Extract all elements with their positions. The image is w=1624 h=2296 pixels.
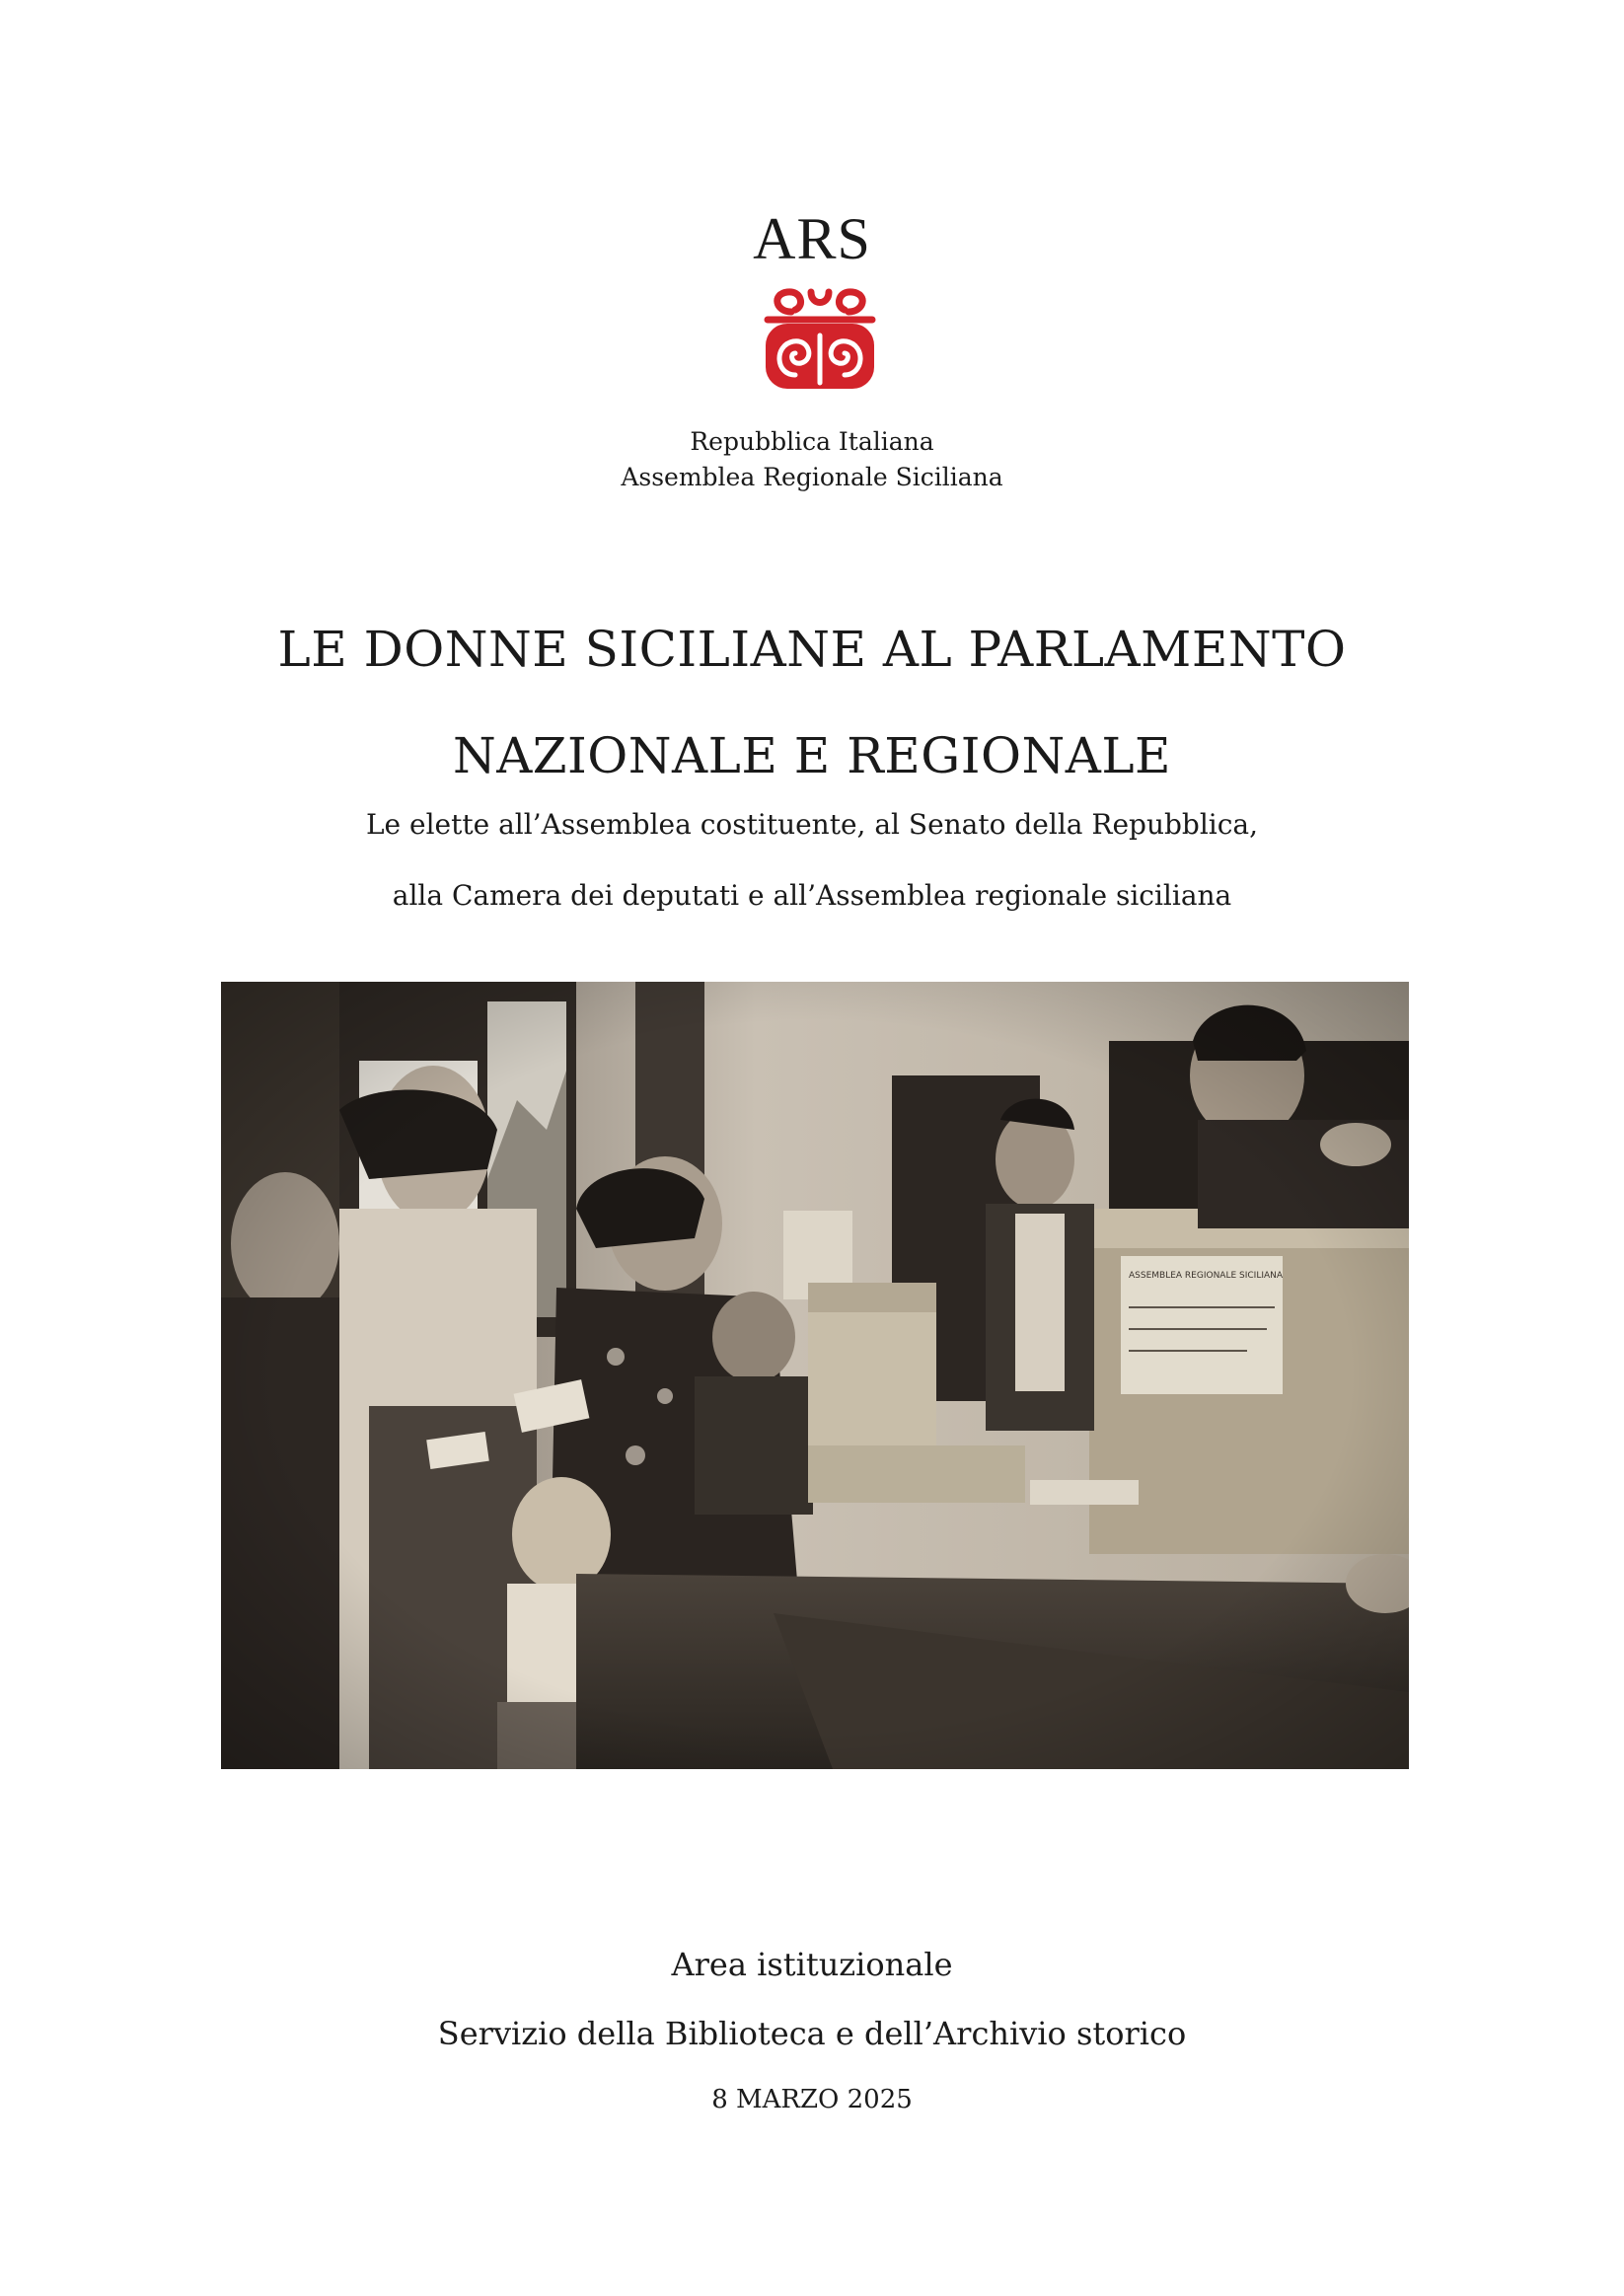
ars-emblem-icon (762, 284, 878, 395)
institution-line-assembly: Assemblea Regionale Siciliana (621, 463, 1003, 491)
subtitle-line-1: Le elette all’Assemblea costituente, al Senato della Repubblica, (365, 808, 1259, 841)
footer-service: Servizio della Biblioteca e dell’Archivio storico (437, 2015, 1187, 2052)
photo-illustration (221, 982, 1409, 1769)
logo-text: ARS (753, 206, 871, 271)
institution-line-republic: Repubblica Italiana (690, 427, 934, 456)
historic-voting-photo (221, 982, 1409, 1769)
title-line-2: NAZIONALE E REGIONALE (452, 727, 1172, 784)
footer-date: 8 MARZO 2025 (711, 2085, 913, 2114)
title-line-1: LE DONNE SICILIANE AL PARLAMENTO (277, 621, 1347, 678)
page-title (0, 596, 1624, 809)
subtitle-line-2: alla Camera dei deputati e all’Assemblea regionale siciliana (392, 879, 1232, 912)
footer-block (0, 1930, 1624, 2131)
institution-block (0, 424, 1624, 495)
footer-area: Area istituzionale (671, 1946, 953, 1983)
subtitle (0, 789, 1624, 931)
